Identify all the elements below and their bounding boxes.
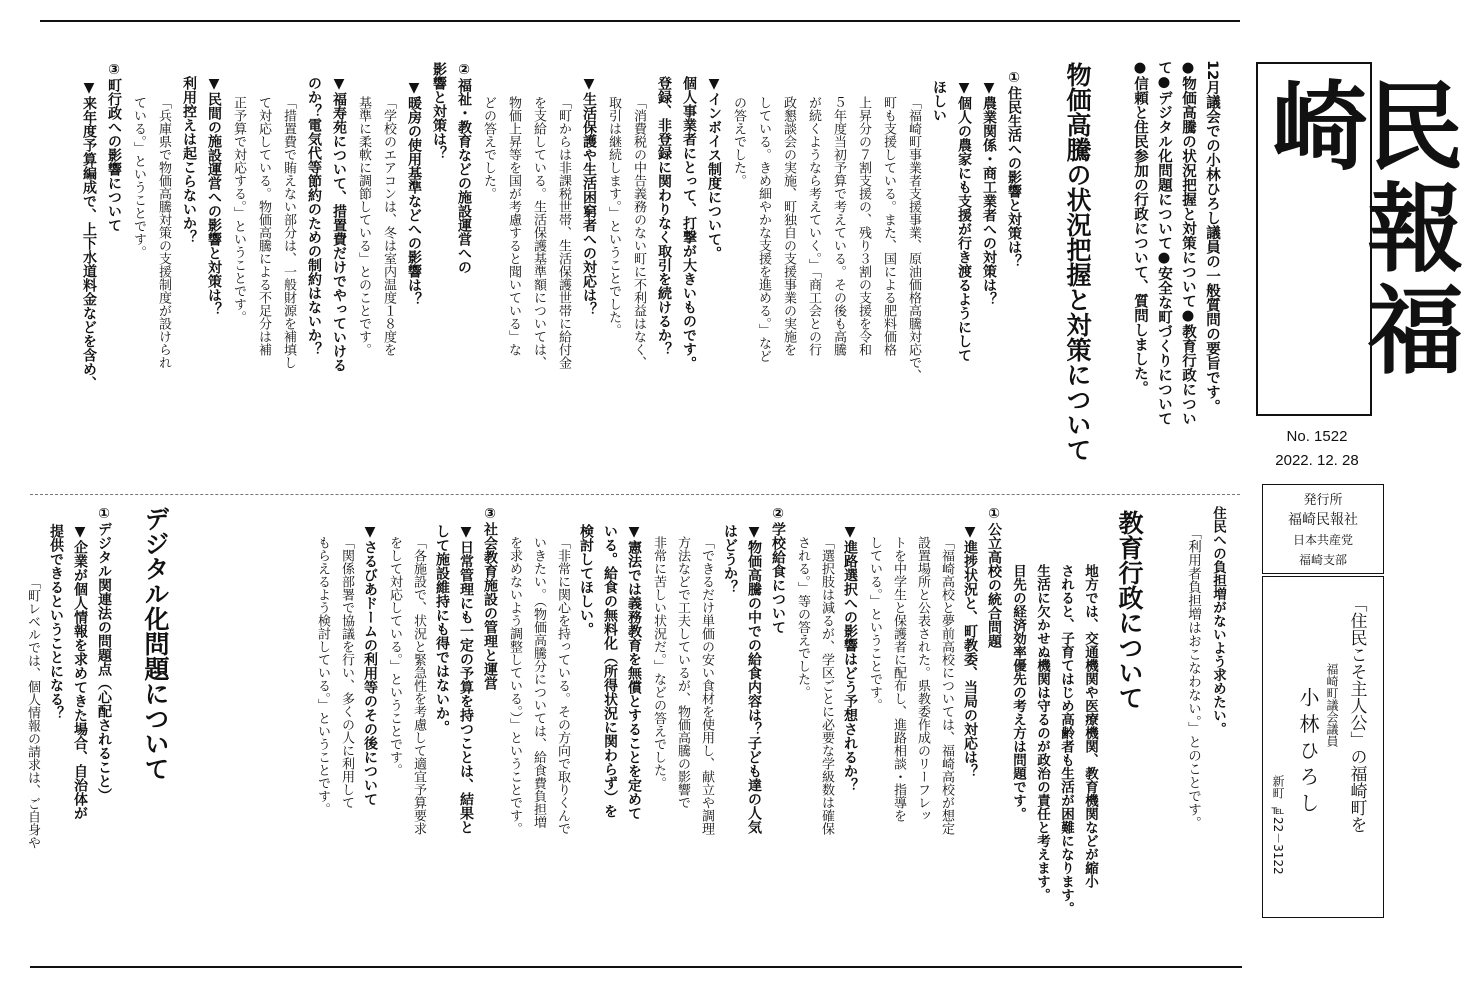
prices-s2-a1: 「学校のエアコンは、冬は室内温度１８度を 基準に柔軟に調節している」とのことです。 bbox=[356, 96, 396, 356]
education-s3-q2: ▼さるびあドームの利用等のその後について bbox=[362, 524, 378, 806]
bottom-right-p1: 住民への負担増がないよう求めたい。 bbox=[1210, 506, 1226, 736]
section-divider bbox=[30, 494, 1240, 495]
digital-s1-title: ①デジタル関連法の問題点（心配されること） bbox=[96, 506, 112, 802]
education-body bbox=[310, 506, 1102, 952]
education-heading: 教育行政について bbox=[1115, 510, 1144, 710]
education-s3-a2: 「関係部署で協議を行い、多くの人に利用して もらえるよう検討している。」ということです。 bbox=[315, 536, 354, 816]
digital-s1-q1: ▼企業が個人情報を求めてきた場合、自治体が 提供できるということになる？ bbox=[48, 524, 88, 820]
prices-s3-q1: ▼来年度予算編成で、上下水道料金などを含め、 bbox=[81, 80, 97, 390]
bottom-rule bbox=[30, 966, 1242, 968]
prices-s1-q1: ▼農業関係・商工業者への対策は？ bbox=[981, 80, 997, 306]
publisher-box bbox=[1262, 484, 1384, 574]
publisher-party: 日本共産党 bbox=[1292, 533, 1353, 547]
author-name: 小 林 ひ ろ し bbox=[1296, 687, 1320, 813]
education-s3-a1: 「各施設で、状況と緊急性を考慮して適宜予算要求 をして対応している。」ということです。 bbox=[387, 536, 426, 835]
digital-s1-a1: 「町レベルでは、個人情報の請求は、ご自身や bbox=[25, 576, 40, 849]
education-s2-q1: ▼物価高騰の中での給食内容は？子ども達の人気 はどうか？ bbox=[722, 524, 762, 834]
education-lead: 地方では、交通機関や医療機関、教育機関などが縮小 されると、子育てはじめ高齢者も生活が困難になります。 生活に欠かせぬ機関は守るのが政治の責任と考えます。 目先の経済効率優先の考え方は問題です。 bbox=[1010, 564, 1098, 915]
prices-s1-answer: 「福崎町事業者支援事業、原油価格高騰対応で、 町も支援している。また、国による肥料価格 上昇分の７割支援の、残り３割の支援を令和 ５年度当初予算で考えている。その後も高騰 が続くようなら考えていく。」「商工会との行 政懇談会の実施、町独自の支援事業の実施を している。きめ細やかな支援を進める。」など の答えでした。 bbox=[731, 96, 921, 382]
top-rule bbox=[40, 20, 1240, 22]
intro-text: 12月議会での小林ひろし議員の一般質問の要旨です。 ●物価高騰の状況把握と対策について●教育行政につい て●デジタル化問題について●安全な町づくりについて ●信頼と住民参加の行政について、質問しました。 bbox=[1132, 60, 1220, 426]
education-s3-title: ③社会教育施設の管理と運営 bbox=[482, 506, 498, 690]
publisher-label: 発行所 bbox=[1303, 493, 1343, 508]
education-s2-a1: 「できるだけ単価の安い食材を使用し、献立や調理 方法などで工夫しているが、物価高騰の影響で 非常に苦しい状況だ。」などの答えでした。 bbox=[651, 536, 714, 835]
author-role: 福崎町議会議員 bbox=[1325, 663, 1339, 747]
education-s2-title: ②学校給食について bbox=[770, 506, 786, 634]
masthead-title: 民報福崎 bbox=[1256, 76, 1465, 382]
education-s1-a2: 「選択肢は減るが、学区ごとに必要な学級数は確保 される。」等の答えでした。 bbox=[795, 536, 834, 835]
education-s2-q2: ▼憲法では義務教育を無償とすることを定めて いる。給食の無料化（所得状況に関わらず）を 検討してほしい。 bbox=[578, 524, 642, 820]
prices-s2-title: ②福祉・教育などの施設運営への 影響と対策は？ bbox=[431, 62, 472, 274]
prices-s1-q2: ▼個人の農家にも支援が行き渡るようにして ほしい bbox=[931, 80, 972, 362]
prices-body bbox=[76, 40, 1026, 480]
author-slogan: 「住民こそ主人公」の福崎町を bbox=[1346, 595, 1367, 833]
education-s1-title: ①公立高校の統合問題 bbox=[986, 506, 1002, 648]
issue-number: No. 1522 bbox=[1286, 428, 1348, 445]
prices-s2-a2: 「措置費で賄えない部分は、一般財源を補填し て対応している。物価高騰による不足分は補 正予算で対応する。」ということです。 bbox=[231, 96, 296, 369]
bottom-right-p2: 「利用者負担増はおこなわない。」とのことです。 bbox=[1185, 526, 1201, 830]
prices-s1-a3: 「消費税の中告義務のない町に不利益はなく、 取引は継続します。」ということでした。 bbox=[606, 96, 646, 369]
prices-s2-q3: ▼民間の施設運営への影響と対策は？ 利用控えは起こらないか？ bbox=[181, 76, 222, 316]
education-s2-a2: 「非常に関心を持っている。その方向で取りくんで いきたい。（物価高騰分については、給食費負担増 を求めないよう調整している。）」ということです。 bbox=[507, 536, 570, 835]
author-box bbox=[1262, 576, 1384, 918]
author-address: 新町 ℡22－3122 bbox=[1271, 775, 1285, 875]
publisher-branch: 福崎支部 bbox=[1298, 553, 1347, 567]
education-s1-q1: ▼進捗状況と、町教委、当局の対応は？ bbox=[962, 524, 978, 778]
prices-s1-title: ①住民生活への影響と対策は？ bbox=[1006, 70, 1022, 268]
prices-heading: 物価高騰の状況把握と対策について bbox=[1063, 62, 1092, 462]
education-s3-q1: ▼日常管理にも一定の予算を持つことは、結果と して施設維持にも得ではないか。 bbox=[434, 524, 474, 834]
prices-s1-q3: ▼インボイス制度について。 個人事業者にとって、打撃が大きいものです。 登録、非登録に関わりなく取引を続けるか？ bbox=[656, 76, 722, 370]
prices-s2-a3: 「兵庫県で物価高騰対策の支援制度が設けられ ている。」ということです。 bbox=[131, 96, 171, 369]
publisher-name: 福崎民報社 bbox=[1288, 512, 1358, 528]
bottom-right bbox=[1180, 506, 1230, 956]
prices-s1-q4: ▼生活保護や生活困窮者への対応は？ bbox=[581, 76, 597, 316]
masthead-box bbox=[1256, 62, 1465, 416]
education-s1-q2: ▼進路選択への影響はどう予想されるか？ bbox=[842, 524, 858, 792]
issue-date: 2022. 12. 28 bbox=[1275, 452, 1359, 469]
education-s1-a1: 「福崎高校と夢前高校については、福崎高校が想定 設置場所と公表された。県教委作成のリーフレッ トを中学生と保護者に配布し、進路相談・指導を している。」ということです。 bbox=[867, 536, 954, 835]
prices-s2-q1: ▼暖房の使用基準などへの影響は？ bbox=[406, 80, 422, 306]
prices-s3-title: ③町行政への影響について bbox=[106, 62, 122, 232]
digital-body bbox=[20, 506, 116, 956]
prices-s2-q2: ▼福寿苑について、措置費だけでやっていける のか？電気代等節約のための制約はないか？ bbox=[306, 76, 347, 372]
prices-s1-a4: 「町からは非課税世帯、生活保護世帯に給付金 を支給している。生活保護基準額については、 物価上昇等を国が考慮すると聞いている」な どの答えでした。 bbox=[481, 96, 571, 369]
digital-heading: デジタル化問題について bbox=[141, 506, 170, 781]
